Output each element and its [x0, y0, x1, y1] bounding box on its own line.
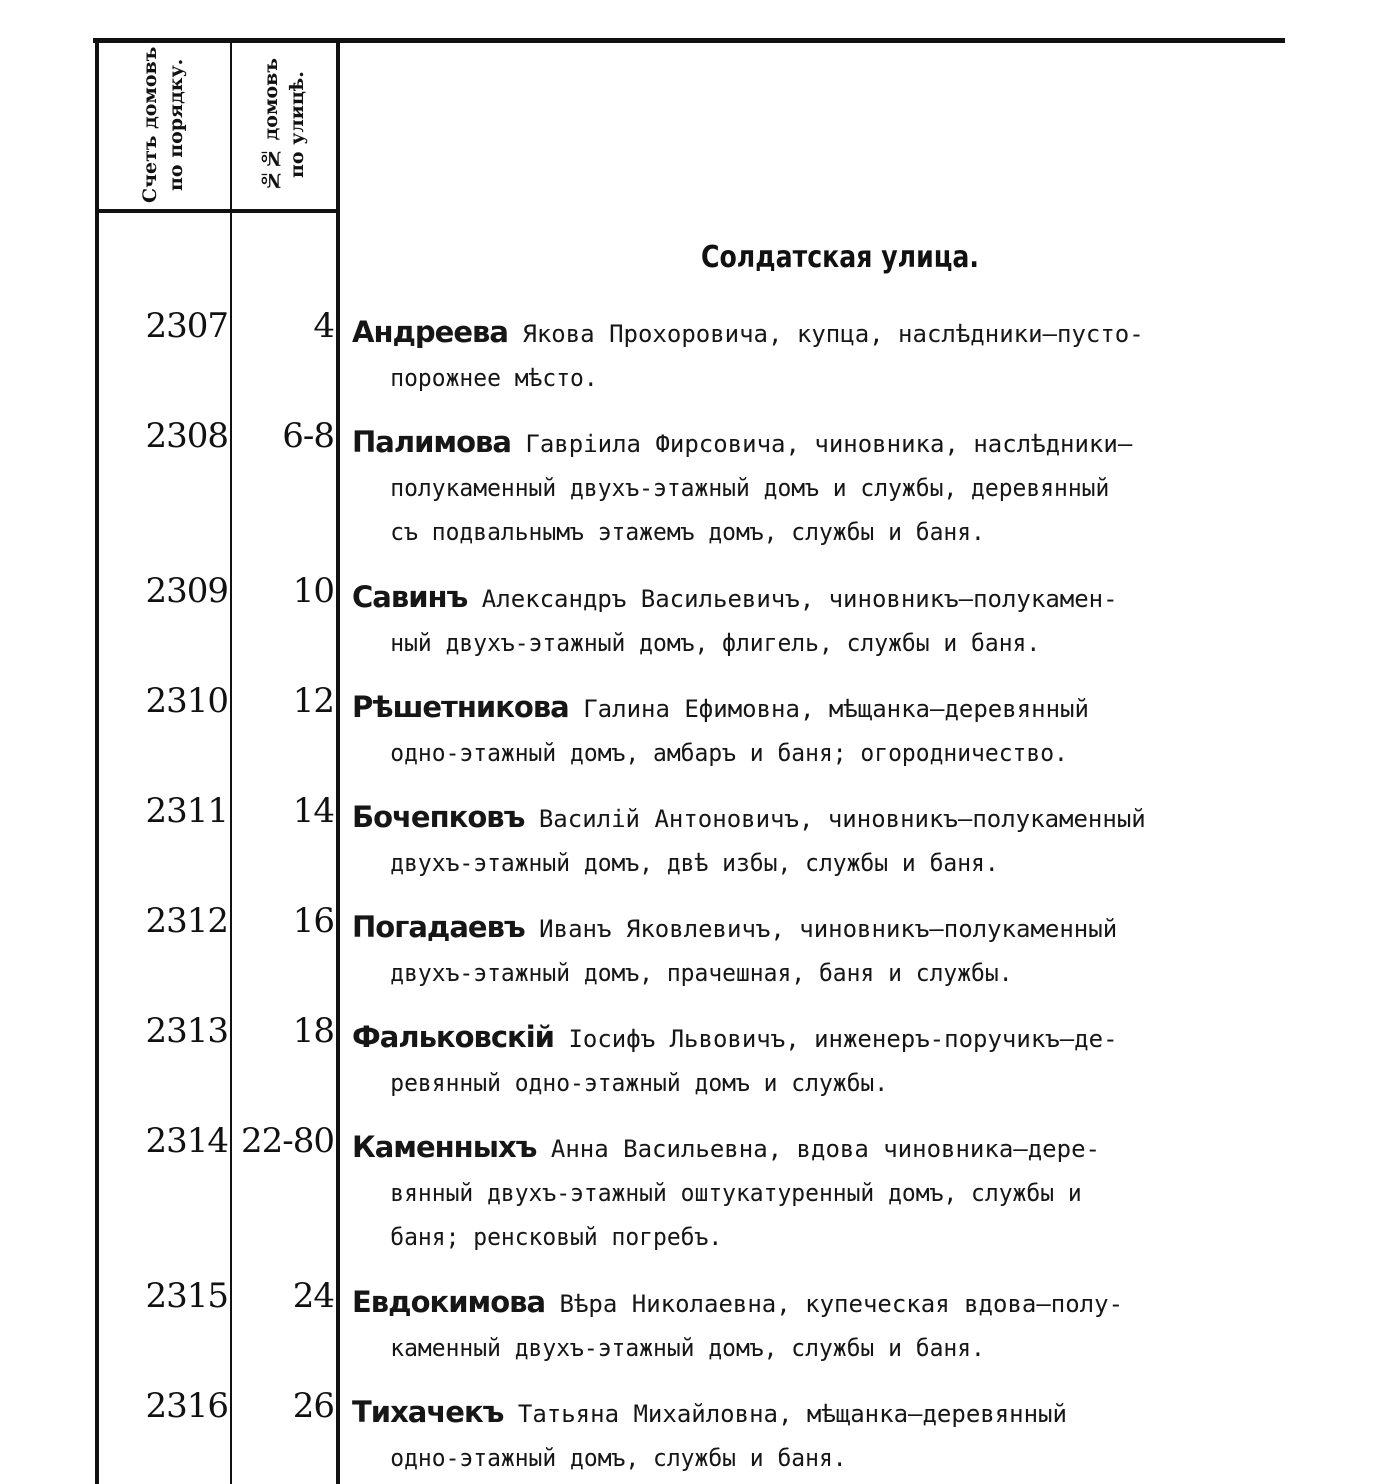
- top-rule: [93, 38, 1285, 43]
- house-number: 4: [313, 306, 334, 346]
- column-header-house-number-line-2: по улицѣ.: [286, 71, 308, 179]
- sequence-number: 2316: [145, 1386, 228, 1426]
- entry-first-line: [352, 795, 1282, 841]
- owner-details: Якова Прохоровича, купца, наслѣдники—пусто-: [507, 320, 1144, 348]
- sequence-number: 2312: [145, 901, 228, 941]
- owner-details: Иванъ Яковлевичъ, чиновникъ—полукаменный: [524, 915, 1118, 943]
- street-title: Солдатская улица.: [700, 240, 980, 275]
- entry-first-line: [352, 420, 1282, 466]
- sequence-number: 2314: [145, 1121, 228, 1161]
- entry-text: [352, 420, 1282, 554]
- sequence-number: 2307: [145, 306, 228, 346]
- entry-first-line: [352, 1125, 1282, 1171]
- house-number: 6-8: [282, 416, 334, 456]
- owner-details: Александръ Васильевичъ, чиновникъ—полукамен-: [467, 585, 1118, 613]
- column-header-house-number-line-1: №№ домовъ: [260, 58, 282, 192]
- sequence-number: 2309: [145, 571, 228, 611]
- entry-first-line: [352, 685, 1282, 731]
- house-number: 10: [292, 571, 334, 611]
- owner-name: Рѣшетникова: [352, 690, 569, 724]
- entry-text: [352, 310, 1282, 400]
- entry-text: [352, 1390, 1282, 1480]
- owner-details: Вѣра Николаевна, купеческая вдова—полу-: [545, 1290, 1124, 1318]
- column-header-sequence-line-1: Счетъ домовъ: [139, 46, 161, 204]
- entry-continuation-line: одно-этажный домъ, службы и баня.: [390, 1444, 847, 1472]
- owner-name: Каменныхъ: [352, 1130, 537, 1164]
- owner-details: Анна Васильевна, вдова чиновника—дере-: [536, 1135, 1100, 1163]
- entry-text: [352, 1125, 1282, 1259]
- owner-details: Гавріила Фирсовича, чиновника, наслѣдники—: [510, 430, 1133, 458]
- middle-column-rule: [230, 40, 232, 1484]
- entry-continuation-line: одно-этажный домъ, амбаръ и баня; огородничество.: [390, 739, 1068, 767]
- owner-name: Палимова: [352, 425, 511, 459]
- sequence-number: 2311: [145, 791, 228, 831]
- column-header-sequence-line-2: по порядку.: [165, 58, 187, 192]
- house-number: 12: [292, 681, 334, 721]
- sequence-number: 2310: [145, 681, 228, 721]
- owner-name: Евдокимова: [352, 1285, 546, 1319]
- entry-text: [352, 795, 1282, 885]
- house-number: 16: [292, 901, 334, 941]
- owner-name: Погадаевъ: [352, 910, 525, 944]
- entry-first-line: [352, 310, 1282, 356]
- sequence-number: 2308: [145, 416, 228, 456]
- house-number: 18: [292, 1011, 334, 1051]
- entry-continuation-line: съ подвальнымъ этажемъ домъ, службы и баня.: [390, 518, 985, 546]
- entry-text: [352, 905, 1282, 995]
- owner-details: Василій Антоновичъ, чиновникъ—полукаменный: [524, 805, 1146, 833]
- owner-name: Андреева: [352, 315, 508, 349]
- column-header-house-number: [244, 45, 324, 205]
- owner-details: Іосифъ Львовичъ, инженеръ-поручикъ—де-: [554, 1025, 1118, 1053]
- house-number: 24: [292, 1276, 334, 1316]
- house-number: 22-80: [240, 1121, 334, 1161]
- entry-continuation-line: ный двухъ-этажный домъ, флигель, службы и баня.: [390, 629, 1041, 657]
- entry-first-line: [352, 1390, 1282, 1436]
- entry-continuation-line: баня; ренсковый погребъ.: [390, 1223, 723, 1251]
- house-number: 14: [292, 791, 334, 831]
- entry-continuation-line: порожнее мѣсто.: [390, 364, 598, 392]
- entry-first-line: [352, 905, 1282, 951]
- entry-text: [352, 1280, 1282, 1370]
- entry-continuation-line: полукаменный двухъ-этажный домъ и службы, деревянный: [390, 474, 1110, 502]
- owner-name: Бочепковъ: [352, 800, 525, 834]
- owner-name: Тихачекъ: [352, 1395, 504, 1429]
- entry-text: [352, 575, 1282, 665]
- sequence-number: 2313: [145, 1011, 228, 1051]
- column-header-sequence: [118, 45, 208, 205]
- header-rule: [95, 209, 338, 213]
- owner-name: Фальковскій: [352, 1020, 554, 1054]
- entry-first-line: [352, 575, 1282, 621]
- entry-continuation-line: двухъ-этажный домъ, двѣ избы, службы и баня.: [390, 849, 999, 877]
- owner-details: Галина Ефимовна, мѣщанка—деревянный: [568, 695, 1089, 723]
- owner-name: Савинъ: [352, 580, 468, 614]
- house-number: 26: [292, 1386, 334, 1426]
- entry-continuation-line: ревянный одно-этажный домъ и службы.: [390, 1069, 889, 1097]
- entry-continuation-line: двухъ-этажный домъ, прачешная, баня и службы.: [390, 959, 1013, 987]
- entry-first-line: [352, 1280, 1282, 1326]
- entry-first-line: [352, 1015, 1282, 1061]
- owner-details: Татьяна Михайловна, мѣщанка—деревянный: [503, 1400, 1067, 1428]
- right-column-rule: [336, 40, 340, 1484]
- entry-text: [352, 685, 1282, 775]
- entry-continuation-line: каменный двухъ-этажный домъ, службы и баня.: [390, 1334, 985, 1362]
- entry-text: [352, 1015, 1282, 1105]
- sequence-number: 2315: [145, 1276, 228, 1316]
- entry-continuation-line: вянный двухъ-этажный оштукатуренный домъ, службы и: [390, 1179, 1082, 1207]
- left-column-rule: [95, 40, 99, 1484]
